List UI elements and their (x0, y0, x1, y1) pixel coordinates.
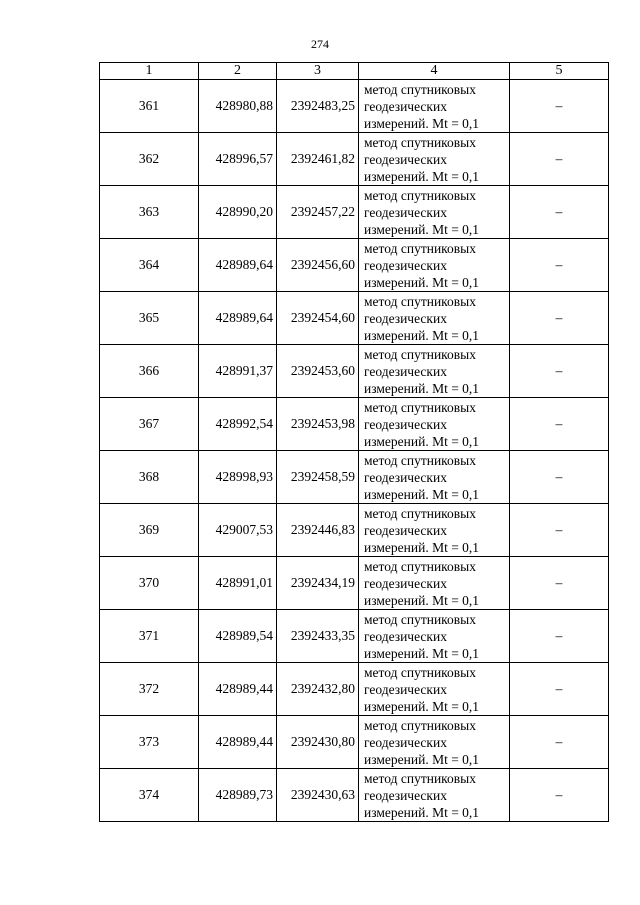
method-cell (359, 80, 510, 133)
column-5-cell: – (510, 398, 609, 451)
method-line: метод спутниковых (364, 717, 476, 733)
column-header: 1 (100, 63, 199, 80)
method-cell (359, 504, 510, 557)
method-cell (359, 292, 510, 345)
method-line: измерений. Mt = 0,1 (364, 804, 480, 820)
column-5-cell: – (510, 716, 609, 769)
column-5-cell: – (510, 186, 609, 239)
method-line: геодезических (364, 787, 447, 803)
x-coordinate-cell: 429007,53 (199, 504, 277, 557)
x-coordinate-cell: 428989,54 (199, 610, 277, 663)
point-number-cell: 364 (100, 239, 199, 292)
column-header: 3 (277, 63, 359, 80)
method-line: измерений. Mt = 0,1 (364, 433, 480, 449)
method-line: измерений. Mt = 0,1 (364, 645, 480, 661)
column-5-cell: – (510, 663, 609, 716)
coordinates-table (99, 62, 609, 822)
point-number-cell: 370 (100, 557, 199, 610)
y-coordinate-cell: 2392430,80 (277, 716, 359, 769)
x-coordinate-cell: 428992,54 (199, 398, 277, 451)
x-coordinate-cell: 428990,20 (199, 186, 277, 239)
y-coordinate-cell: 2392454,60 (277, 292, 359, 345)
method-line: метод спутниковых (364, 399, 476, 415)
x-coordinate-cell: 428989,64 (199, 239, 277, 292)
method-cell (359, 451, 510, 504)
table-row (100, 345, 609, 398)
method-cell (359, 610, 510, 663)
method-line: геодезических (364, 204, 447, 220)
table-row (100, 133, 609, 186)
method-cell (359, 663, 510, 716)
column-header: 2 (199, 63, 277, 80)
method-line: геодезических (364, 522, 447, 538)
method-line: измерений. Mt = 0,1 (364, 539, 480, 555)
point-number-cell: 373 (100, 716, 199, 769)
method-line: геодезических (364, 416, 447, 432)
column-5-cell: – (510, 451, 609, 504)
method-line: измерений. Mt = 0,1 (364, 327, 480, 343)
page-number: 274 (311, 37, 329, 51)
column-5-cell: – (510, 557, 609, 610)
method-line: метод спутниковых (364, 611, 476, 627)
method-cell (359, 345, 510, 398)
method-line: метод спутниковых (364, 664, 476, 680)
method-line: измерений. Mt = 0,1 (364, 592, 480, 608)
method-line: геодезических (364, 151, 447, 167)
column-5-cell: – (510, 292, 609, 345)
method-cell (359, 186, 510, 239)
point-number-cell: 362 (100, 133, 199, 186)
table-row (100, 239, 609, 292)
method-line: геодезических (364, 575, 447, 591)
point-number-cell: 366 (100, 345, 199, 398)
method-line: измерений. Mt = 0,1 (364, 274, 480, 290)
table-row (100, 398, 609, 451)
table-row (100, 186, 609, 239)
x-coordinate-cell: 428991,37 (199, 345, 277, 398)
point-number-cell: 374 (100, 769, 199, 822)
method-cell (359, 398, 510, 451)
y-coordinate-cell: 2392453,98 (277, 398, 359, 451)
y-coordinate-cell: 2392483,25 (277, 80, 359, 133)
header-row (100, 63, 609, 80)
method-line: измерений. Mt = 0,1 (364, 168, 480, 184)
column-header: 5 (510, 63, 609, 80)
method-line: измерений. Mt = 0,1 (364, 698, 480, 714)
point-number-cell: 363 (100, 186, 199, 239)
method-line: измерений. Mt = 0,1 (364, 380, 480, 396)
method-line: геодезических (364, 257, 447, 273)
x-coordinate-cell: 428989,73 (199, 769, 277, 822)
table-row (100, 716, 609, 769)
column-5-cell: – (510, 345, 609, 398)
y-coordinate-cell: 2392456,60 (277, 239, 359, 292)
table-row (100, 451, 609, 504)
table-row (100, 80, 609, 133)
method-line: метод спутниковых (364, 134, 476, 150)
y-coordinate-cell: 2392461,82 (277, 133, 359, 186)
method-line: измерений. Mt = 0,1 (364, 751, 480, 767)
x-coordinate-cell: 428989,44 (199, 716, 277, 769)
table-row (100, 292, 609, 345)
table-body (100, 80, 609, 822)
column-5-cell: – (510, 80, 609, 133)
y-coordinate-cell: 2392434,19 (277, 557, 359, 610)
point-number-cell: 372 (100, 663, 199, 716)
point-number-cell: 367 (100, 398, 199, 451)
method-line: метод спутниковых (364, 770, 476, 786)
table-row (100, 610, 609, 663)
column-5-cell: – (510, 769, 609, 822)
method-line: геодезических (364, 363, 447, 379)
method-line: метод спутниковых (364, 558, 476, 574)
y-coordinate-cell: 2392446,83 (277, 504, 359, 557)
x-coordinate-cell: 428980,88 (199, 80, 277, 133)
method-line: геодезических (364, 681, 447, 697)
y-coordinate-cell: 2392453,60 (277, 345, 359, 398)
method-cell (359, 769, 510, 822)
column-5-cell: – (510, 239, 609, 292)
x-coordinate-cell: 428989,44 (199, 663, 277, 716)
column-5-cell: – (510, 504, 609, 557)
table-row (100, 663, 609, 716)
x-coordinate-cell: 428998,93 (199, 451, 277, 504)
method-cell (359, 133, 510, 186)
table-row (100, 557, 609, 610)
x-coordinate-cell: 428989,64 (199, 292, 277, 345)
method-line: метод спутниковых (364, 346, 476, 362)
x-coordinate-cell: 428991,01 (199, 557, 277, 610)
column-5-cell: – (510, 610, 609, 663)
y-coordinate-cell: 2392458,59 (277, 451, 359, 504)
point-number-cell: 371 (100, 610, 199, 663)
y-coordinate-cell: 2392433,35 (277, 610, 359, 663)
method-cell (359, 716, 510, 769)
method-cell (359, 239, 510, 292)
method-line: метод спутниковых (364, 187, 476, 203)
method-cell (359, 557, 510, 610)
method-line: геодезических (364, 628, 447, 644)
method-line: измерений. Mt = 0,1 (364, 115, 480, 131)
table-row (100, 504, 609, 557)
method-line: геодезических (364, 469, 447, 485)
column-5-cell: – (510, 133, 609, 186)
method-line: метод спутниковых (364, 452, 476, 468)
point-number-cell: 361 (100, 80, 199, 133)
x-coordinate-cell: 428996,57 (199, 133, 277, 186)
point-number-cell: 365 (100, 292, 199, 345)
y-coordinate-cell: 2392457,22 (277, 186, 359, 239)
y-coordinate-cell: 2392430,63 (277, 769, 359, 822)
method-line: геодезических (364, 310, 447, 326)
method-line: метод спутниковых (364, 505, 476, 521)
point-number-cell: 369 (100, 504, 199, 557)
point-number-cell: 368 (100, 451, 199, 504)
method-line: измерений. Mt = 0,1 (364, 221, 480, 237)
method-line: геодезических (364, 734, 447, 750)
table-row (100, 769, 609, 822)
method-line: метод спутниковых (364, 293, 476, 309)
y-coordinate-cell: 2392432,80 (277, 663, 359, 716)
column-header: 4 (359, 63, 510, 80)
method-line: геодезических (364, 98, 447, 114)
method-line: измерений. Mt = 0,1 (364, 486, 480, 502)
method-line: метод спутниковых (364, 240, 476, 256)
method-line: метод спутниковых (364, 81, 476, 97)
